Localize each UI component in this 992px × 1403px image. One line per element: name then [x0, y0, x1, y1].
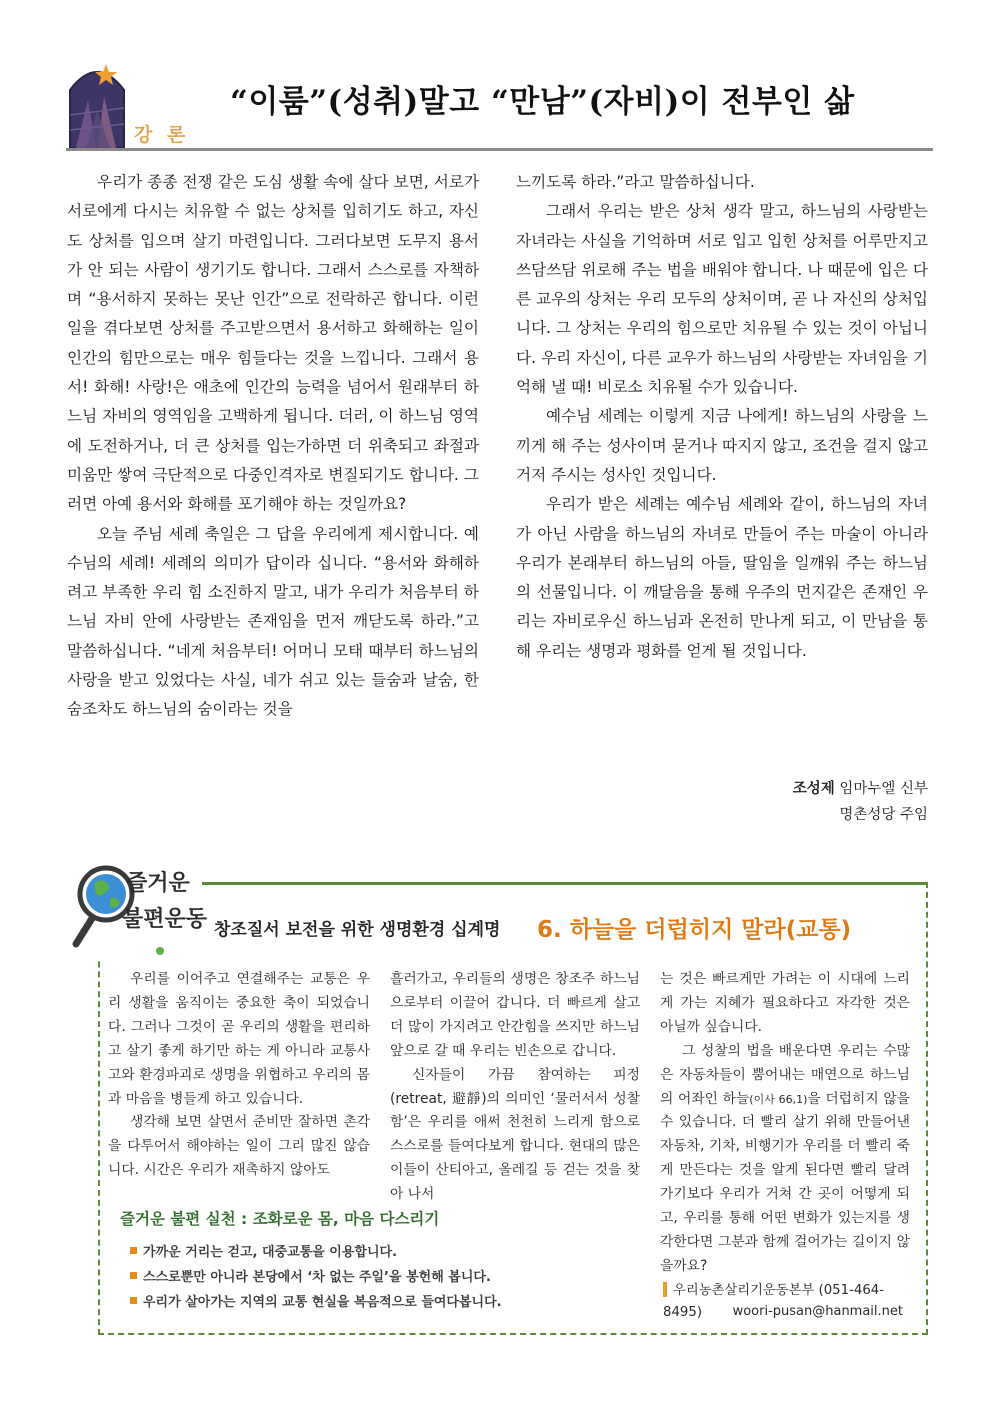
- campaign-text: 을 더럽히지 않을 수 있습니다. 더 빨리 살기 위해 만들어낸 자동차, 기차, 비행기가 우리를 더 빨리 죽게 만든다는 것을 알게 된다면 빨리 달려가기보다 우리가 거쳐 간 곳이 어떻게 되고, 우리를 통해 어떤 변화가 있는지를 생각한다면 그분과 함께 걸어가는 길이지 않을까요?: [660, 1090, 910, 1274]
- practice-item: [130, 1265, 502, 1290]
- author-name: 조성제: [792, 781, 835, 797]
- campaign-column-2: [390, 968, 640, 1207]
- campaign-paragraph: [660, 1040, 910, 1279]
- campaign-subtitle: 창조질서 보전을 위한 생명환경 십계명: [214, 920, 501, 940]
- accent-bar-icon: [663, 1282, 667, 1297]
- author-title: 임마누엘 신부: [839, 781, 928, 797]
- campaign-paragraph: 신자들이 가끔 참여하는 피정(retreat, 避靜)의 의미인 ‘물러서서 성찰함’은 우리를 애써 천천히 느리게 함으로 스스로를 들여다보게 합니다. 현대의 많은 이들이 산티아고, 올레길 등 걷는 것을 찾아 나서: [390, 1066, 640, 1203]
- campaign-column-1: [108, 968, 370, 1183]
- sermon-right-column: [516, 168, 928, 666]
- practice-item: [130, 1290, 502, 1315]
- practice-item-text: 가까운 거리는 걷고, 대중교통을 이용합니다.: [143, 1245, 398, 1260]
- page-title: “이룸”(성취)말고 “만남”(자비)이 전부인 삶: [230, 84, 855, 120]
- scripture-reference: (이사 66,1): [749, 1092, 808, 1106]
- stained-glass-icon: [66, 60, 128, 148]
- bullet-square-icon: [130, 1297, 137, 1304]
- sermon-paragraph: 우리가 종종 전쟁 같은 도심 생활 속에 살다 보면, 서로가 서로에게 다시는 치유할 수 없는 상처를 입히기도 하고, 자신도 상처를 입으며 살기 마련입니다. 그러다보면 도무지 용서가 안 되는 사람이 생기기도 합니다. 그래서 스스로를 자책하며 “용서하지 못하는 못난 인간”으로 전락하곤 합니다. 이런 일을 겪다보면 상처를 주고받으면서 용서하고 화해하는 일이 인간의 힘만으로는 매우 힘들다는 것을 느낍니다. 그래서 용서! 화해! 사랑!은 애초에 인간의 능력을 넘어서 원래부터 하느님 자비의 영역임을 고백하게 됩니다. 더러, 이 하느님 영역에 도전하거나, 더 큰 상처를 입는가하면 더 위축되고 좌절과 미움만 쌓여 극단적으로 다중인격자로 변질되기도 합니다. 그러면 아예 용서와 화해를 포기해야 하는 것일까요?: [67, 173, 479, 514]
- practice-item-text: 우리가 살아가는 지역의 교통 현실을 복음적으로 들여다봅니다.: [143, 1295, 502, 1310]
- campaign-top-rule: [200, 882, 928, 885]
- author-role: 명촌성당 주임: [839, 807, 928, 823]
- campaign-paragraph: 우리를 이어주고 연결해주는 교통은 우리 생활을 움직이는 중요한 축이 되었습니다. 그러나 그것이 곧 우리의 생활을 편리하고 살기 좋게 하기만 하는 게 아니라 교통사고와 환경파괴로 생명을 위협하고 우리의 몸과 마음을 병들게 하고 있습니다.: [108, 971, 370, 1107]
- bullet-square-icon: [130, 1247, 137, 1254]
- organization-name: 우리농촌살리기운동본부 (051-464-8495): [663, 1283, 885, 1320]
- campaign-column-3: [660, 968, 910, 1279]
- sermon-paragraph: 느끼도록 하라.”라고 말씀하십니다.: [516, 173, 755, 191]
- practice-item: [130, 1240, 502, 1265]
- sermon-paragraph: 우리가 받은 세례는 예수님 세례와 같이, 하느님의 자녀가 아닌 사람을 하느님의 자녀로 만들어 주는 마술이 아니라 우리가 본래부터 하느님의 아들, 딸임을 일깨워 주는 하느님의 선물입니다. 이 깨달음을 통해 우주의 먼지같은 존재인 우리는 자비로우신 하느님과 온전히 만나게 되고, 이 만남을 통해 우리는 생명과 평화를 얻게 될 것입니다.: [516, 495, 928, 660]
- practice-title: 즐거운 불편 실천 : 조화로운 몸, 마음 다스리기: [120, 1210, 440, 1228]
- campaign-paragraph: 흘러가고, 우리들의 생명은 창조주 하느님으로부터 이끌어 갑니다. 더 빠르게 살고 더 많이 가지려고 안간힘을 쓰지만 하느님 앞으로 갈 때 우리는 빈손으로 갑니다.: [390, 971, 640, 1059]
- sermon-paragraph: 오늘 주님 세례 축일은 그 답을 우리에게 제시합니다. 예수님의 세례! 세례의 의미가 답이라 십니다. “용서와 화해하려고 부족한 우리 힘 소진하지 말고, 내가 우리가 처음부터 하느님 자비 안에 사랑받는 존재임을 먼저 깨닫도록 하라.”고 말씀하십니다. “네게 처음부터! 어머니 모태 때부터 하느님의 사랑을 받고 있었다는 사실, 네가 쉬고 있는 들숨과 날숨, 한 숨조차도 하느님의 숨이라는 것을: [67, 524, 479, 719]
- header-divider: [66, 148, 933, 151]
- logo-text-bottom: 불편운동: [122, 907, 208, 932]
- practice-item-text: 스스로뿐만 아니라 본당에서 ‘차 없는 주일’을 봉헌해 봅니다.: [143, 1270, 491, 1285]
- campaign-title: 6. 하늘을 더럽히지 말라(교통): [537, 917, 852, 943]
- sermon-paragraph: 그래서 우리는 받은 상처 생각 말고, 하느님의 사랑받는 자녀라는 사실을 기억하며 서로 입고 입힌 상처를 어루만지고 쓰담쓰담 위로해 주는 법을 배워야 합니다. 나 때문에 입은 다른 교우의 상처는 우리 모두의 상처이며, 곧 나 자신의 상처입니다. 그 상처는 우리의 힘으로만 치유될 수 있는 것이 아닙니다. 우리 자신이, 다른 교우가 하느님의 사랑받는 자녀임을 기억해 낼 때! 비로소 치유될 수가 있습니다.: [516, 202, 928, 397]
- author-signature: [600, 776, 928, 828]
- sermon-paragraph: 예수님 세례는 이렇게 지금 나에게! 하느님의 사랑을 느끼게 해 주는 성사이며 묻거나 따지지 않고, 조건을 걸지 않고 거저 주시는 성사인 것입니다.: [516, 407, 928, 484]
- bullet-square-icon: [130, 1272, 137, 1279]
- logo-text-top: 즐거운: [126, 871, 190, 896]
- practice-list: [130, 1240, 502, 1315]
- contact-email[interactable]: woori-pusan@hanmail.net: [732, 1304, 903, 1319]
- sermon-left-column: [67, 168, 479, 725]
- campaign-text: 그 성찰의 법을 배운다면 우리는 수많은 자동차들이 뿜어내는 매연으로 하느님의 어좌인 하늘: [660, 1042, 910, 1107]
- campaign-paragraph: 는 것은 빠르게만 가려는 이 시대에 느리게 가는 지혜가 필요하다고 자각한 것은 아닐까 싶습니다.: [660, 971, 910, 1035]
- section-label: 강 론: [134, 124, 190, 146]
- campaign-paragraph: 생각해 보면 살면서 준비만 잘하면 촌각을 다투어서 해야하는 일이 그리 많진 않습니다. 시간은 우리가 재촉하지 않아도: [108, 1114, 370, 1179]
